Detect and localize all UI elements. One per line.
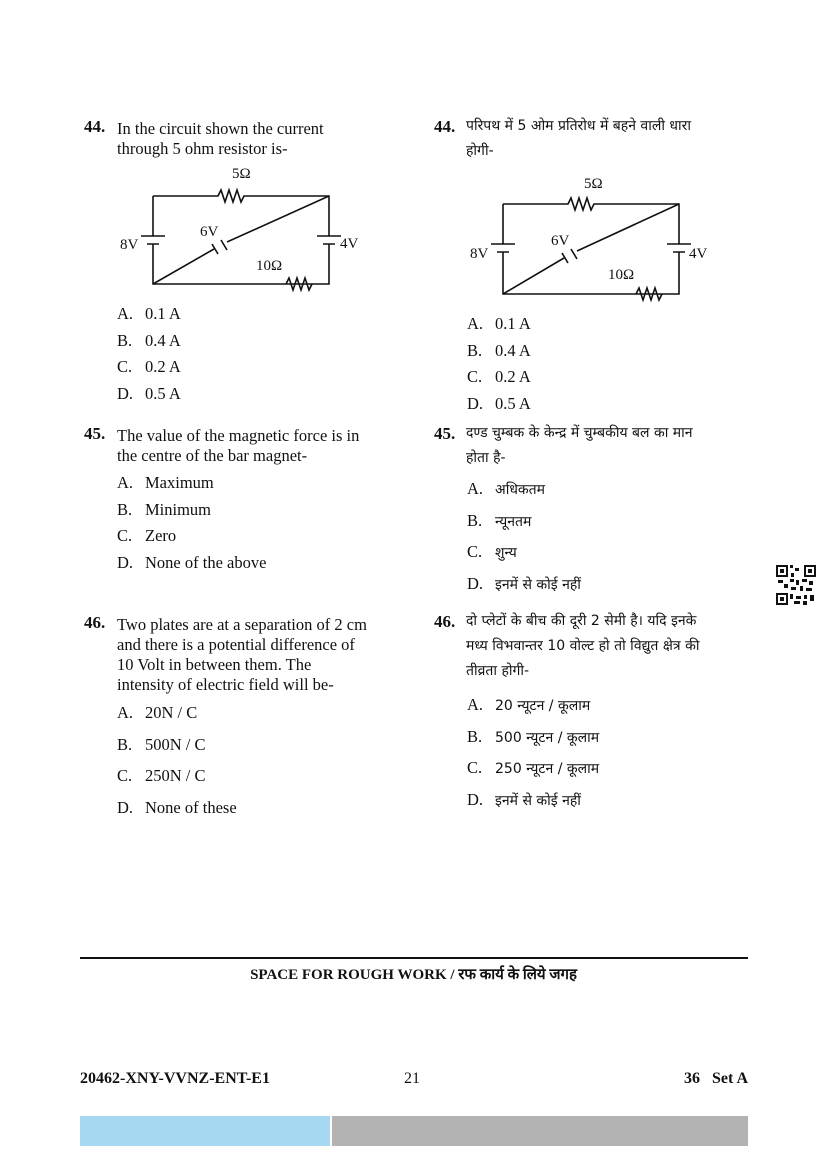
option-b[interactable]: [467, 727, 599, 759]
option-text: 0.1 A: [495, 314, 531, 333]
option-letter: D.: [467, 393, 484, 413]
option-letter: A.: [117, 473, 134, 492]
option-d[interactable]: [117, 553, 266, 580]
option-c[interactable]: [467, 367, 531, 394]
option-text: 0.2 A: [495, 367, 531, 386]
option-b[interactable]: [467, 341, 531, 368]
battery-8v-label: 8V: [470, 246, 489, 262]
options-45-hi: [467, 479, 581, 605]
option-text: न्यूनतम: [495, 513, 532, 530]
option-letter: B.: [117, 330, 133, 350]
option-text: इनमें से कोई नहीं: [495, 576, 581, 593]
option-letter: C.: [467, 367, 483, 386]
option-a[interactable]: [117, 304, 181, 331]
option-text: Maximum: [145, 473, 214, 492]
option-text: 0.5 A: [495, 393, 531, 413]
option-letter: C.: [117, 766, 133, 785]
option-text: 0.2 A: [145, 357, 181, 376]
footer-bar-blue: [80, 1116, 330, 1146]
option-text: इनमें से कोई नहीं: [495, 792, 581, 809]
option-text: Minimum: [145, 499, 212, 519]
question-text: In the circuit shown the current: [117, 119, 324, 138]
question-number: 44.: [84, 117, 106, 136]
option-text: 0.1 A: [145, 304, 181, 323]
option-text: 250 न्यूटन / कूलाम: [495, 761, 600, 777]
question-text: दो प्लेटों के बीच की दूरी 2 सेमी है। यदि इनके: [466, 613, 697, 629]
option-text: None of these: [145, 797, 237, 817]
page-number: 21: [404, 1070, 420, 1087]
question-text: the centre of the bar magnet-: [117, 446, 308, 465]
options-44-en: [117, 304, 181, 410]
option-text: 500 न्यूटन / कूलाम: [495, 729, 600, 746]
option-letter: C.: [467, 542, 483, 561]
divider: [80, 957, 748, 959]
option-letter: A.: [467, 695, 484, 714]
question-number: 45.: [84, 424, 106, 443]
option-b[interactable]: [117, 331, 181, 358]
option-a[interactable]: [117, 703, 237, 735]
question-text: intensity of electric field will be-: [117, 675, 334, 694]
option-text: 250N / C: [145, 766, 206, 785]
resistor-10-label: 10Ω: [608, 267, 635, 283]
option-letter: D.: [117, 797, 134, 817]
question-text: तीव्रता होगी-: [466, 663, 530, 679]
battery-6v-label: 6V: [551, 233, 570, 249]
question-text: The value of the magnetic force is in: [117, 426, 360, 445]
option-c[interactable]: [467, 758, 599, 790]
option-d[interactable]: [467, 790, 599, 822]
question-text: through 5 ohm resistor is-: [117, 139, 288, 158]
option-letter: B.: [467, 510, 483, 530]
option-text: Zero: [145, 526, 177, 545]
option-d[interactable]: [117, 798, 237, 830]
question-text: मध्य विभवान्तर 10 वोल्ट हो तो विद्युत क्षेत्र की: [466, 638, 700, 654]
question-number: 46.: [434, 612, 456, 631]
question-text: and there is a potential difference of: [117, 635, 355, 654]
option-a[interactable]: [467, 314, 531, 341]
option-c[interactable]: [117, 357, 181, 384]
footer-bar-gray: [332, 1116, 748, 1146]
option-letter: A.: [117, 703, 134, 722]
option-letter: D.: [467, 573, 484, 593]
option-letter: D.: [467, 789, 484, 809]
option-a[interactable]: [467, 479, 581, 511]
option-letter: A.: [117, 304, 134, 323]
option-letter: A.: [467, 314, 484, 333]
question-number: 45.: [434, 424, 456, 443]
option-d[interactable]: [467, 394, 531, 421]
circuit-diagram: [460, 168, 710, 308]
options-46-hi: [467, 695, 599, 821]
resistor-5-label: 5Ω: [232, 166, 251, 182]
circuit-diagram: [110, 160, 360, 300]
option-a[interactable]: [117, 473, 266, 500]
option-letter: D.: [117, 383, 134, 403]
options-45-en: [117, 473, 266, 579]
option-letter: A.: [467, 479, 484, 498]
rough-work-heading: SPACE FOR ROUGH WORK / रफ कार्य के लिये जगह: [250, 967, 577, 983]
battery-4v-label: 4V: [340, 236, 359, 252]
question-text: होगी-: [466, 143, 494, 159]
qr-code-icon: [776, 565, 816, 605]
paper-code: 20462-XNY-VVNZ-ENT-E1: [80, 1070, 270, 1087]
option-c[interactable]: [117, 766, 237, 798]
option-b[interactable]: [117, 735, 237, 767]
option-letter: B.: [467, 340, 483, 360]
option-b[interactable]: [467, 511, 581, 543]
set-label: 36 Set A: [684, 1070, 748, 1087]
option-text: 20 न्यूटन / कूलाम: [495, 698, 591, 714]
option-letter: C.: [467, 758, 483, 777]
resistor-5-label: 5Ω: [584, 176, 603, 192]
question-text: Two plates are at a separation of 2 cm: [117, 615, 367, 634]
resistor-10-label: 10Ω: [256, 258, 283, 274]
battery-8v-label: 8V: [120, 237, 139, 253]
question-number: 44.: [434, 117, 456, 136]
question-text: होता है-: [466, 450, 506, 466]
option-text: 20N / C: [145, 703, 198, 722]
question-text: दण्ड चुम्बक के केन्द्र में चुम्बकीय बल का मान: [466, 425, 693, 441]
battery-4v-label: 4V: [689, 246, 708, 262]
option-letter: B.: [467, 726, 483, 746]
option-text: अधिकतम: [495, 482, 546, 498]
option-letter: C.: [117, 357, 133, 376]
option-text: None of the above: [145, 552, 267, 572]
question-text: परिपथ में 5 ओम प्रतिरोध में बहने वाली धारा: [466, 118, 691, 134]
option-letter: B.: [117, 734, 133, 754]
option-c[interactable]: [467, 542, 581, 574]
option-c[interactable]: [117, 526, 266, 553]
option-text: 0.4 A: [145, 330, 181, 350]
option-a[interactable]: [467, 695, 599, 727]
option-letter: C.: [117, 526, 133, 545]
battery-6v-label: 6V: [200, 224, 219, 240]
option-d[interactable]: [117, 384, 181, 411]
question-number: 46.: [84, 613, 106, 632]
option-text: 500N / C: [145, 734, 206, 754]
option-text: 0.5 A: [145, 383, 181, 403]
option-b[interactable]: [117, 500, 266, 527]
option-text: शुन्य: [495, 545, 517, 561]
option-letter: B.: [117, 499, 133, 519]
option-text: 0.4 A: [495, 340, 531, 360]
question-text: 10 Volt in between them. The: [117, 655, 312, 674]
option-letter: D.: [117, 552, 134, 572]
options-46-en: [117, 703, 237, 829]
options-44-hi: [467, 314, 531, 420]
option-d[interactable]: [467, 574, 581, 606]
